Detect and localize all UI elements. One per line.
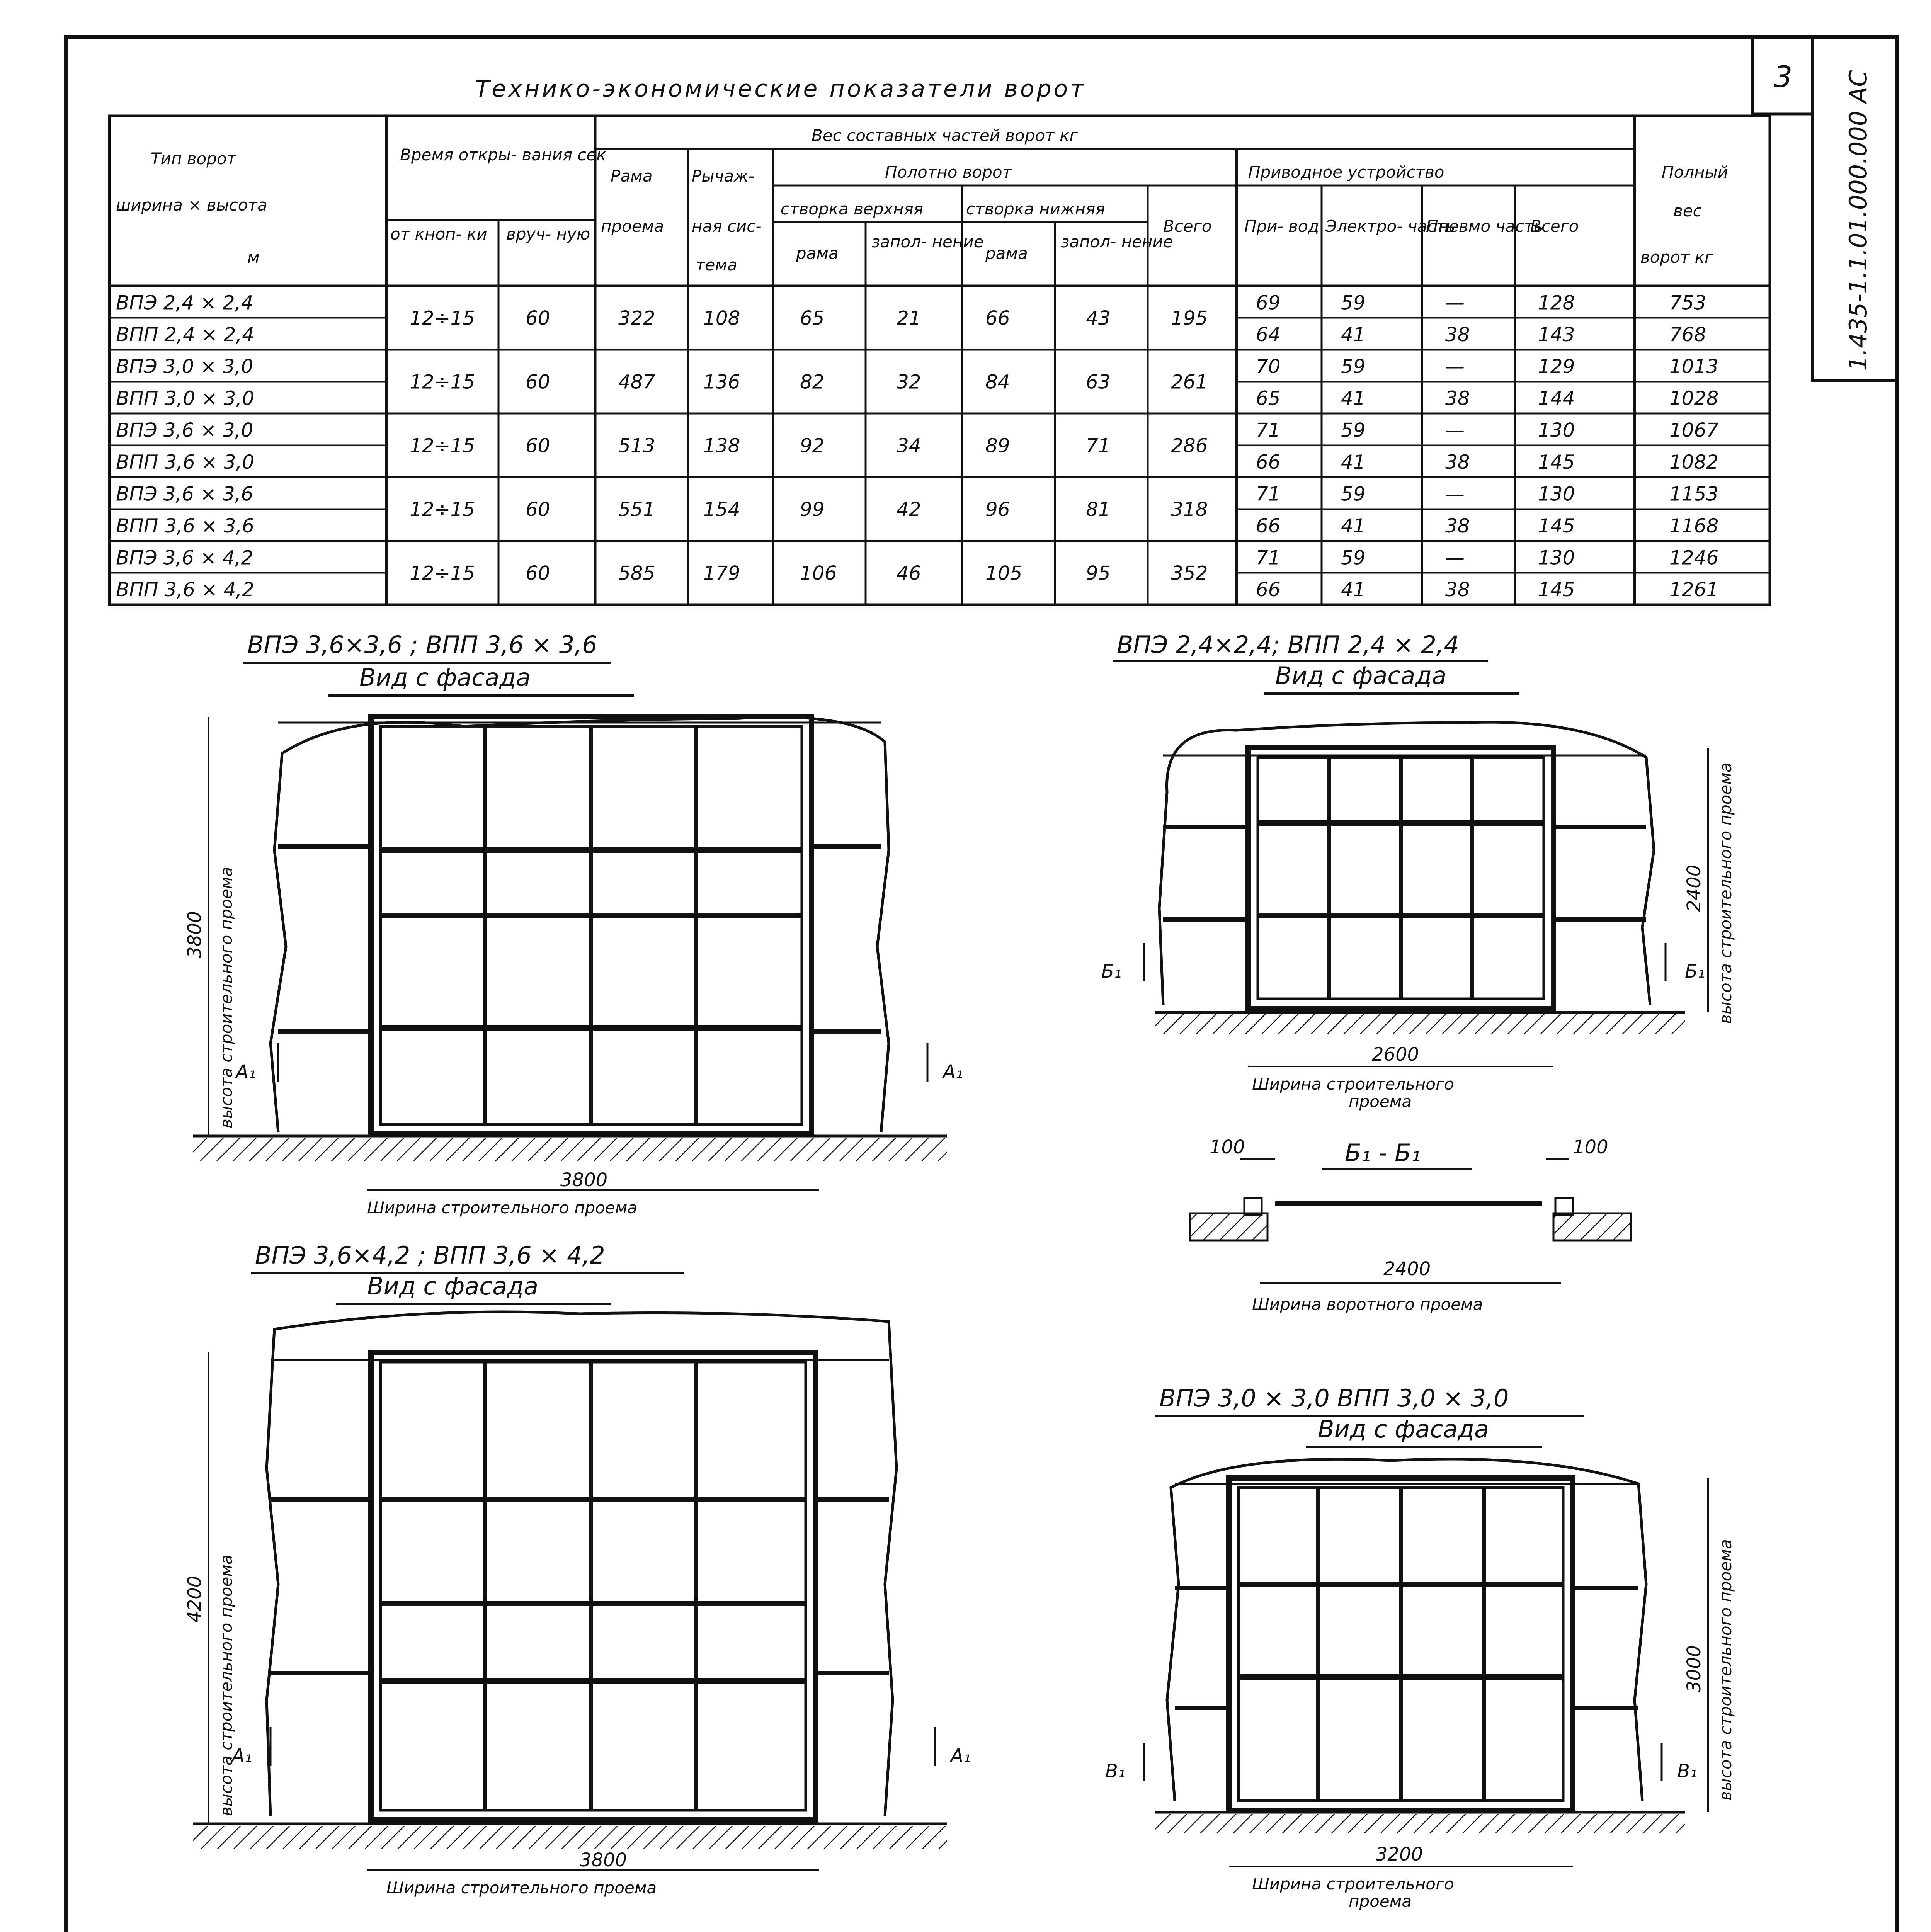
table-cell-u-frame: 65 bbox=[800, 307, 825, 330]
table-cell-type: ВПП 2,4 × 2,4 bbox=[116, 323, 255, 346]
svg-text:вруч- ную: вруч- ную bbox=[506, 224, 590, 243]
table-cell-u-frame: 92 bbox=[800, 434, 825, 457]
svg-text:ная сис-: ная сис- bbox=[692, 217, 762, 236]
svg-text:Электро- часть: Электро- часть bbox=[1325, 217, 1455, 236]
svg-text:ВПЭ 3,6×4,2 ; ВПП 3,6 × 4,2: ВПЭ 3,6×4,2 ; ВПП 3,6 × 4,2 bbox=[255, 1241, 605, 1269]
svg-text:Пневмо часть: Пневмо часть bbox=[1426, 217, 1543, 236]
table-cell-leaf-total: 318 bbox=[1171, 498, 1208, 521]
table-cell-lever: 138 bbox=[703, 434, 740, 457]
table-cell-drive-total: 143 bbox=[1538, 323, 1575, 346]
table-cell-drive-total: 129 bbox=[1538, 355, 1575, 378]
tech-econ-table bbox=[109, 75, 1770, 605]
table-cell-type: ВПЭ 2,4 × 2,4 bbox=[116, 291, 253, 314]
table-cell-drive: 71 bbox=[1256, 419, 1281, 442]
table-cell-pneumo: — bbox=[1445, 483, 1465, 505]
table-cell-electro: 59 bbox=[1341, 419, 1366, 442]
view-2-4x2-4 bbox=[1101, 631, 1735, 1111]
table-cell-frame: 322 bbox=[618, 307, 655, 330]
table-cell-drive: 65 bbox=[1256, 387, 1281, 410]
table-cell-leaf-total: 286 bbox=[1171, 434, 1208, 457]
table-cell-l-frame: 66 bbox=[985, 307, 1010, 330]
table-cell-u-fill: 21 bbox=[897, 307, 921, 330]
table-cell-full: 1028 bbox=[1669, 387, 1719, 410]
table-cell-lever: 108 bbox=[703, 307, 740, 330]
svg-text:Тип ворот: Тип ворот bbox=[151, 149, 236, 168]
table-cell-time-manual: 60 bbox=[526, 371, 550, 393]
svg-text:100: 100 bbox=[1210, 1136, 1245, 1158]
table-cell-time-manual: 60 bbox=[526, 498, 550, 521]
table-cell-electro: 41 bbox=[1341, 387, 1366, 410]
svg-text:Б₁: Б₁ bbox=[1101, 961, 1122, 982]
svg-text:Вид с фасада: Вид с фасада bbox=[359, 663, 531, 692]
svg-text:рама: рама bbox=[796, 244, 839, 263]
svg-text:створка нижняя: створка нижняя bbox=[966, 199, 1105, 218]
table-cell-drive-total: 130 bbox=[1538, 483, 1575, 505]
svg-text:Б₁ - Б₁: Б₁ - Б₁ bbox=[1345, 1139, 1421, 1167]
svg-text:3800: 3800 bbox=[560, 1169, 608, 1191]
table-cell-time-manual: 60 bbox=[526, 307, 550, 330]
table-cell-frame: 585 bbox=[618, 562, 655, 585]
table-cell-full: 1082 bbox=[1669, 451, 1719, 473]
table-cell-pneumo: 38 bbox=[1445, 387, 1470, 410]
table-cell-full: 1246 bbox=[1669, 546, 1719, 569]
svg-text:створка верхняя: створка верхняя bbox=[781, 199, 924, 218]
table-cell-lever: 154 bbox=[703, 498, 740, 521]
svg-text:2400: 2400 bbox=[1383, 1258, 1431, 1280]
svg-text:Ширина строительного проема: Ширина строительного проема bbox=[386, 1878, 657, 1897]
svg-text:ворот кг: ворот кг bbox=[1640, 248, 1713, 267]
view-3-0x3-0 bbox=[1105, 1384, 1735, 1911]
svg-text:Вес составных частей ворот кг: Вес составных частей ворот кг bbox=[812, 126, 1078, 145]
svg-text:100: 100 bbox=[1573, 1136, 1608, 1158]
table-cell-drive: 66 bbox=[1256, 515, 1281, 537]
table-cell-l-frame: 96 bbox=[985, 498, 1010, 521]
table-cell-time-btn: 12÷15 bbox=[410, 498, 475, 521]
svg-text:3000: 3000 bbox=[1683, 1645, 1705, 1692]
table-cell-time-btn: 12÷15 bbox=[410, 562, 475, 585]
table-cell-l-fill: 95 bbox=[1086, 562, 1111, 585]
svg-text:Вид с фасада: Вид с фасада bbox=[367, 1272, 539, 1300]
svg-text:рама: рама bbox=[985, 244, 1028, 263]
table-body bbox=[109, 292, 1770, 601]
svg-text:3800: 3800 bbox=[184, 911, 206, 958]
table-cell-leaf-total: 261 bbox=[1171, 371, 1208, 393]
table-cell-pneumo: 38 bbox=[1445, 451, 1470, 473]
view-3-6x3-6 bbox=[184, 631, 963, 1217]
table-cell-frame: 487 bbox=[618, 371, 655, 393]
table-cell-electro: 41 bbox=[1341, 578, 1366, 601]
table-cell-full: 753 bbox=[1669, 291, 1706, 314]
table-cell-full: 1261 bbox=[1669, 578, 1719, 601]
table-cell-drive-total: 145 bbox=[1538, 515, 1575, 537]
table-cell-leaf-total: 195 bbox=[1171, 307, 1208, 330]
svg-text:Ширина строительного проема: Ширина строительного проема bbox=[367, 1198, 638, 1217]
svg-text:проема: проема bbox=[1349, 1092, 1412, 1111]
svg-text:проема: проема bbox=[601, 217, 664, 236]
table-cell-full: 1153 bbox=[1669, 483, 1719, 505]
table-cell-electro: 41 bbox=[1341, 323, 1366, 346]
svg-text:Полотно ворот: Полотно ворот bbox=[885, 163, 1012, 182]
table-cell-leaf-total: 352 bbox=[1171, 562, 1208, 585]
svg-text:А₁: А₁ bbox=[943, 1061, 963, 1083]
table-cell-drive: 64 bbox=[1256, 323, 1281, 346]
svg-text:4200: 4200 bbox=[184, 1575, 206, 1623]
svg-text:А₁: А₁ bbox=[236, 1061, 256, 1083]
table-title: Технико-экономические показатели ворот bbox=[475, 75, 1086, 102]
svg-text:Ширина воротного проема: Ширина воротного проема bbox=[1252, 1295, 1483, 1314]
table-cell-time-btn: 12÷15 bbox=[410, 307, 475, 330]
table-cell-type: ВПЭ 3,6 × 3,6 bbox=[116, 483, 253, 505]
table-cell-electro: 59 bbox=[1341, 355, 1366, 378]
table-cell-drive-total: 130 bbox=[1538, 419, 1575, 442]
svg-text:ВПЭ 3,6×3,6 ; ВПП 3,6 × 3,6: ВПЭ 3,6×3,6 ; ВПП 3,6 × 3,6 bbox=[247, 631, 597, 659]
svg-text:Ширина строительного: Ширина строительного bbox=[1252, 1075, 1454, 1094]
svg-text:2400: 2400 bbox=[1683, 864, 1705, 912]
svg-text:Б₁: Б₁ bbox=[1685, 961, 1705, 982]
table-cell-lever: 136 bbox=[703, 371, 740, 393]
table-cell-drive: 66 bbox=[1256, 578, 1281, 601]
svg-text:Рычаж-: Рычаж- bbox=[692, 167, 755, 185]
table-cell-drive-total: 145 bbox=[1538, 578, 1575, 601]
view-3-6x4-2 bbox=[184, 1241, 971, 1897]
svg-text:Вид с фасада: Вид с фасада bbox=[1275, 662, 1447, 690]
table-cell-lever: 179 bbox=[703, 562, 740, 585]
table-cell-full: 768 bbox=[1669, 323, 1706, 346]
table-cell-pneumo: — bbox=[1445, 546, 1465, 569]
table-cell-u-fill: 46 bbox=[897, 562, 921, 585]
table-cell-time-btn: 12÷15 bbox=[410, 434, 475, 457]
svg-text:высота строительного проема: высота строительного проема bbox=[217, 867, 236, 1128]
svg-text:запол- нение: запол- нение bbox=[1061, 232, 1173, 251]
svg-text:А₁: А₁ bbox=[232, 1745, 252, 1767]
table-cell-pneumo: 38 bbox=[1445, 515, 1470, 537]
svg-text:При- вод: При- вод bbox=[1244, 217, 1319, 236]
table-cell-frame: 513 bbox=[618, 434, 655, 457]
table-cell-drive-total: 144 bbox=[1538, 387, 1575, 410]
table-cell-electro: 41 bbox=[1341, 451, 1366, 473]
svg-text:ВПЭ 3,0 × 3,0 ВПП 3,0 × 3,0: ВПЭ 3,0 × 3,0 ВПП 3,0 × 3,0 bbox=[1159, 1384, 1509, 1412]
table-cell-type: ВПП 3,6 × 3,6 bbox=[116, 515, 255, 537]
svg-text:высота строительного проема: высота строительного проема bbox=[217, 1554, 236, 1816]
svg-text:Всего: Всего bbox=[1163, 217, 1212, 236]
table-cell-l-fill: 63 bbox=[1086, 371, 1111, 393]
table-cell-u-fill: 32 bbox=[897, 371, 921, 393]
table-cell-pneumo: 38 bbox=[1445, 578, 1470, 601]
svg-text:3200: 3200 bbox=[1376, 1844, 1423, 1865]
table-cell-u-frame: 99 bbox=[800, 498, 825, 521]
table-cell-drive: 71 bbox=[1256, 546, 1281, 569]
svg-text:Всего: Всего bbox=[1530, 217, 1579, 236]
svg-text:В₁: В₁ bbox=[1105, 1760, 1126, 1782]
svg-text:от кноп- ки: от кноп- ки bbox=[390, 224, 487, 243]
sheet-border bbox=[66, 37, 1897, 1932]
table-cell-type: ВПП 3,0 × 3,0 bbox=[116, 387, 255, 410]
svg-text:Полный: Полный bbox=[1662, 163, 1729, 182]
svg-text:А₁: А₁ bbox=[951, 1745, 971, 1767]
section-b1 bbox=[1190, 1136, 1631, 1314]
table-cell-drive: 71 bbox=[1256, 483, 1281, 505]
table-cell-frame: 551 bbox=[618, 498, 655, 521]
table-cell-drive: 70 bbox=[1256, 355, 1281, 378]
table-cell-u-fill: 42 bbox=[897, 498, 921, 521]
table-cell-type: ВПЭ 3,6 × 3,0 bbox=[116, 419, 253, 442]
table-cell-l-frame: 84 bbox=[985, 371, 1010, 393]
table-cell-electro: 59 bbox=[1341, 483, 1366, 505]
table-cell-pneumo: 38 bbox=[1445, 323, 1470, 346]
table-cell-full: 1013 bbox=[1669, 355, 1719, 378]
table-cell-type: ВПП 3,6 × 4,2 bbox=[116, 578, 255, 601]
table-cell-l-fill: 81 bbox=[1086, 498, 1111, 521]
table-cell-time-manual: 60 bbox=[526, 562, 550, 585]
table-cell-u-fill: 34 bbox=[897, 434, 921, 457]
svg-text:В₁: В₁ bbox=[1677, 1760, 1698, 1782]
table-cell-pneumo: — bbox=[1445, 419, 1465, 442]
svg-text:высота строительного проема: высота строительного проема bbox=[1716, 1539, 1735, 1801]
svg-text:Рама: Рама bbox=[611, 167, 653, 185]
table-cell-l-fill: 71 bbox=[1086, 434, 1111, 457]
svg-text:м: м bbox=[247, 248, 260, 267]
table-cell-pneumo: — bbox=[1445, 355, 1465, 378]
table-cell-full: 1168 bbox=[1669, 515, 1719, 537]
svg-text:вес: вес bbox=[1673, 201, 1702, 220]
table-cell-drive: 66 bbox=[1256, 451, 1281, 473]
svg-text:ВПЭ 2,4×2,4; ВПП 2,4 × 2,4: ВПЭ 2,4×2,4; ВПП 2,4 × 2,4 bbox=[1117, 631, 1459, 659]
table-cell-time-manual: 60 bbox=[526, 434, 550, 457]
table-cell-type: ВПЭ 3,0 × 3,0 bbox=[116, 355, 253, 378]
table-cell-pneumo: — bbox=[1445, 291, 1465, 314]
table-cell-electro: 41 bbox=[1341, 515, 1366, 537]
page-number: 3 bbox=[1774, 60, 1793, 94]
side-code: 1.435-1.1.01.000.000 АС bbox=[1844, 70, 1872, 371]
svg-text:высота строительного проема: высота строительного проема bbox=[1716, 762, 1735, 1024]
table-cell-u-frame: 106 bbox=[800, 562, 837, 585]
table-cell-l-frame: 89 bbox=[985, 434, 1010, 457]
svg-text:3800: 3800 bbox=[580, 1849, 627, 1871]
svg-text:ширина × высота: ширина × высота bbox=[116, 196, 267, 214]
table-cell-electro: 59 bbox=[1341, 291, 1366, 314]
table-cell-electro: 59 bbox=[1341, 546, 1366, 569]
table-cell-time-btn: 12÷15 bbox=[410, 371, 475, 393]
svg-text:Приводное устройство: Приводное устройство bbox=[1248, 163, 1444, 182]
svg-text:Ширина строительного: Ширина строительного bbox=[1252, 1874, 1454, 1893]
table-cell-type: ВПЭ 3,6 × 4,2 bbox=[116, 546, 253, 569]
table-cell-type: ВПП 3,6 × 3,0 bbox=[116, 451, 255, 473]
svg-text:тема: тема bbox=[696, 255, 737, 274]
svg-text:запол- нение: запол- нение bbox=[871, 232, 984, 251]
table-cell-full: 1067 bbox=[1669, 419, 1719, 442]
svg-text:Время откры- вания сек: Время откры- вания сек bbox=[400, 145, 606, 164]
table-cell-u-frame: 82 bbox=[800, 371, 825, 393]
table-cell-l-frame: 105 bbox=[985, 562, 1022, 585]
svg-text:проема: проема bbox=[1349, 1892, 1412, 1911]
svg-text:Вид с фасада: Вид с фасада bbox=[1318, 1415, 1489, 1443]
svg-text:2600: 2600 bbox=[1372, 1044, 1419, 1065]
table-cell-l-fill: 43 bbox=[1086, 307, 1111, 330]
table-cell-drive-total: 130 bbox=[1538, 546, 1575, 569]
table-cell-drive-total: 128 bbox=[1538, 291, 1575, 314]
table-cell-drive: 69 bbox=[1256, 291, 1281, 314]
table-cell-drive-total: 145 bbox=[1538, 451, 1575, 473]
